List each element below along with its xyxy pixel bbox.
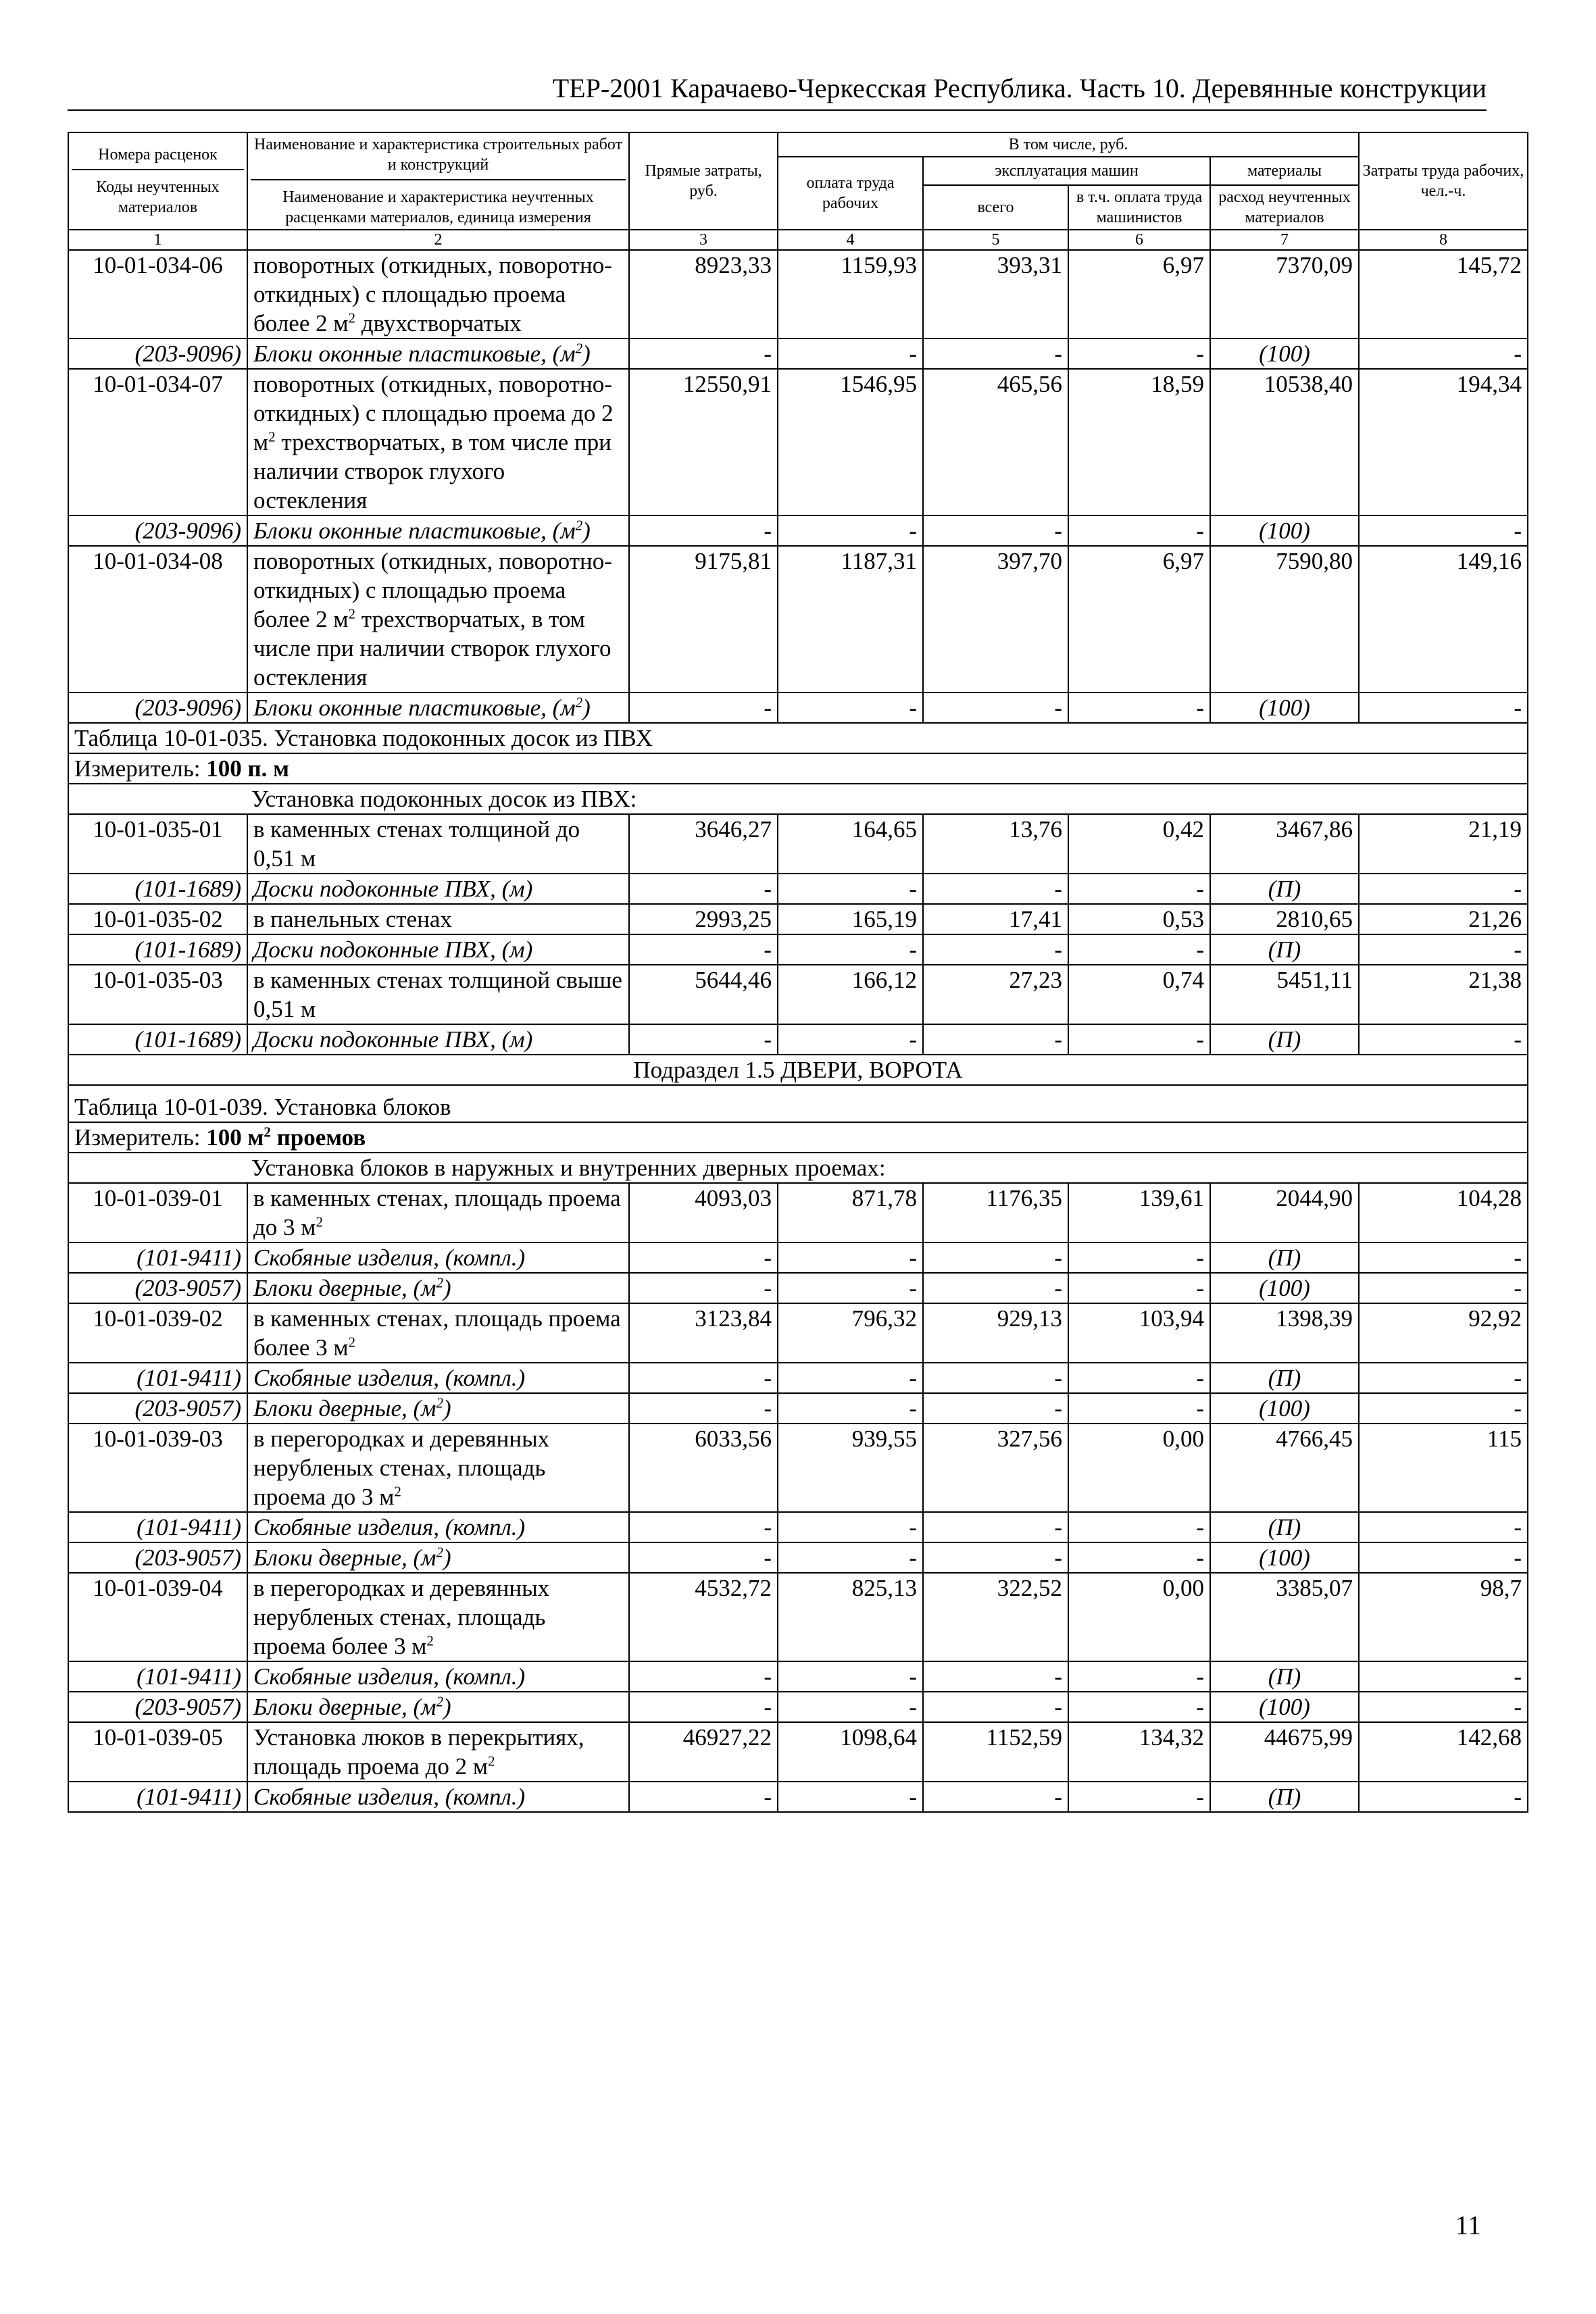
- rate-row: [68, 1722, 1528, 1782]
- worker-wages: 1159,93: [778, 250, 923, 338]
- material-quantity: (100): [1210, 1692, 1359, 1722]
- labor-hours: -: [1359, 1024, 1528, 1055]
- col-operator-wages-header: в т.ч. оплата труда машинистов: [1068, 185, 1210, 230]
- material-description: Скобяные изделия, (компл.): [247, 1661, 629, 1692]
- direct-costs: 9175,81: [629, 546, 778, 693]
- material-row: [68, 1024, 1528, 1055]
- column-number: 8: [1359, 230, 1528, 250]
- operator-wages: 0,00: [1068, 1424, 1210, 1512]
- rate-row: [68, 965, 1528, 1024]
- material-quantity: (П): [1210, 874, 1359, 904]
- material-code: (101-9411): [68, 1242, 247, 1273]
- col-code-header: [68, 132, 247, 230]
- material-description: Блоки дверные, $(м^2)$: [247, 1393, 629, 1424]
- machines-total: 17,41: [923, 904, 1068, 934]
- rate-code: 10-01-034-07: [68, 369, 247, 515]
- operator-wages: -: [1068, 1512, 1210, 1542]
- operator-wages: -: [1068, 338, 1210, 369]
- materials-header: материалы: [1210, 157, 1359, 185]
- rate-code: 10-01-035-01: [68, 814, 247, 874]
- materials-cost: 44675,99: [1210, 1722, 1359, 1782]
- material-quantity: (100): [1210, 1393, 1359, 1424]
- col-name-header: [247, 132, 629, 230]
- material-quantity: (100): [1210, 515, 1359, 546]
- table-039-measure: [68, 1122, 1528, 1153]
- column-number: 2: [247, 230, 629, 250]
- labor-hours: 194,34: [1359, 369, 1528, 515]
- direct-costs: -: [629, 1661, 778, 1692]
- materials-cost: 4766,45: [1210, 1424, 1359, 1512]
- operator-wages: 0,00: [1068, 1573, 1210, 1661]
- worker-wages: -: [778, 1692, 923, 1722]
- direct-costs: -: [629, 1692, 778, 1722]
- machines-total: -: [923, 1273, 1068, 1303]
- direct-costs: 6033,56: [629, 1424, 778, 1512]
- rate-description: в перегородках и деревянных нерубленых стенах, площадь проема более 3 $м^2$: [247, 1573, 629, 1661]
- rate-description: в каменных стенах, площадь проема более 3 $м^2$: [247, 1303, 629, 1363]
- operator-wages: 139,61: [1068, 1183, 1210, 1242]
- col-machines-total-header: всего: [923, 185, 1068, 230]
- worker-wages: 1187,31: [778, 546, 923, 693]
- operator-wages: -: [1068, 1782, 1210, 1812]
- operator-wages: -: [1068, 1542, 1210, 1573]
- rate-description: в панельных стенах: [247, 904, 629, 934]
- labor-hours: 21,38: [1359, 965, 1528, 1024]
- labor-hours: 149,16: [1359, 546, 1528, 693]
- material-description: Доски подоконные ПВХ, (м): [247, 874, 629, 904]
- direct-costs: 8923,33: [629, 250, 778, 338]
- direct-costs: 4093,03: [629, 1183, 778, 1242]
- labor-hours: 142,68: [1359, 1722, 1528, 1782]
- worker-wages: 166,12: [778, 965, 923, 1024]
- material-code: (101-1689): [68, 874, 247, 904]
- table-035-heading: [68, 723, 1528, 814]
- material-row: [68, 1661, 1528, 1692]
- material-row: [68, 693, 1528, 723]
- direct-costs: -: [629, 1242, 778, 1273]
- machines-total: 929,13: [923, 1303, 1068, 1363]
- labor-hours: -: [1359, 515, 1528, 546]
- labor-hours: -: [1359, 338, 1528, 369]
- column-numbers-row: [68, 230, 1528, 250]
- col-materials-header: расход неучтенных материалов: [1210, 185, 1359, 230]
- material-code: (203-9057): [68, 1692, 247, 1722]
- labor-hours: -: [1359, 874, 1528, 904]
- material-code: (101-1689): [68, 1024, 247, 1055]
- column-number: 5: [923, 230, 1068, 250]
- worker-wages: 1546,95: [778, 369, 923, 515]
- col-direct-costs-header: Прямые затраты, руб.: [629, 132, 778, 230]
- worker-wages: 1098,64: [778, 1722, 923, 1782]
- machines-total: -: [923, 1661, 1068, 1692]
- rate-row: [68, 1573, 1528, 1661]
- machines-total: -: [923, 934, 1068, 965]
- machines-total: -: [923, 515, 1068, 546]
- material-description: Блоки дверные, $(м^2)$: [247, 1692, 629, 1722]
- material-code: (101-1689): [68, 934, 247, 965]
- col-1-bottom: Коды неучтенных материалов: [96, 178, 220, 216]
- machines-total: -: [923, 1024, 1068, 1055]
- labor-hours: 104,28: [1359, 1183, 1528, 1242]
- machines-header: эксплуатация машин: [923, 157, 1210, 185]
- direct-costs: -: [629, 874, 778, 904]
- direct-costs: 46927,22: [629, 1722, 778, 1782]
- measure-value: 100 $м^2$ проемов: [206, 1124, 366, 1151]
- labor-hours: -: [1359, 1393, 1528, 1424]
- worker-wages: -: [778, 874, 923, 904]
- operator-wages: 0,74: [1068, 965, 1210, 1024]
- table-035-group-title: Установка подоконных досок из ПВХ:: [68, 784, 1528, 814]
- direct-costs: 3646,27: [629, 814, 778, 874]
- material-description: Блоки дверные, $(м^2)$: [247, 1273, 629, 1303]
- operator-wages: -: [1068, 1393, 1210, 1424]
- machines-total: -: [923, 1782, 1068, 1812]
- worker-wages: -: [778, 1242, 923, 1273]
- labor-hours: -: [1359, 1782, 1528, 1812]
- material-description: Скобяные изделия, (компл.): [247, 1512, 629, 1542]
- rate-code: 10-01-034-08: [68, 546, 247, 693]
- rates-table: [68, 132, 1528, 1813]
- group-header: В том числе, руб.: [778, 132, 1359, 157]
- section-title: Подраздел 1.5 ДВЕРИ, ВОРОТА: [68, 1055, 1528, 1085]
- operator-wages: 6,97: [1068, 250, 1210, 338]
- material-description: Блоки дверные, $(м^2)$: [247, 1542, 629, 1573]
- labor-hours: -: [1359, 693, 1528, 723]
- table-039-title: Таблица 10-01-039. Установка блоков: [68, 1085, 1528, 1122]
- materials-cost: 2044,90: [1210, 1183, 1359, 1242]
- labor-hours: 115: [1359, 1424, 1528, 1512]
- material-quantity: (П): [1210, 1242, 1359, 1273]
- labor-hours: -: [1359, 1242, 1528, 1273]
- machines-total: -: [923, 874, 1068, 904]
- operator-wages: -: [1068, 693, 1210, 723]
- worker-wages: 165,19: [778, 904, 923, 934]
- machines-total: 13,76: [923, 814, 1068, 874]
- material-row: [68, 934, 1528, 965]
- machines-total: 397,70: [923, 546, 1068, 693]
- section-heading: [68, 1055, 1528, 1183]
- direct-costs: -: [629, 1512, 778, 1542]
- machines-total: 393,31: [923, 250, 1068, 338]
- measure-value: 100 п. м: [206, 755, 290, 782]
- material-code: (203-9057): [68, 1273, 247, 1303]
- direct-costs: 4532,72: [629, 1573, 778, 1661]
- col-labor-hours-header: Затраты труда рабочих, чел.-ч.: [1359, 132, 1528, 230]
- operator-wages: -: [1068, 1363, 1210, 1393]
- direct-costs: 12550,91: [629, 369, 778, 515]
- worker-wages: 825,13: [778, 1573, 923, 1661]
- material-quantity: (100): [1210, 1542, 1359, 1573]
- material-row: [68, 1363, 1528, 1393]
- labor-hours: -: [1359, 1542, 1528, 1573]
- running-header: [68, 68, 1487, 111]
- material-code: (101-9411): [68, 1363, 247, 1393]
- worker-wages: 939,55: [778, 1424, 923, 1512]
- material-description: Доски подоконные ПВХ, (м): [247, 1024, 629, 1055]
- worker-wages: -: [778, 1273, 923, 1303]
- machines-total: -: [923, 1393, 1068, 1424]
- material-quantity: (П): [1210, 1512, 1359, 1542]
- machines-total: 1152,59: [923, 1722, 1068, 1782]
- table-header: [68, 132, 1528, 250]
- rate-description: поворотных (откидных, поворотно-откидных) с площадью проема более 2 $м^2$ трехстворчатых, в том числе при наличии створок глухого остекления: [247, 546, 629, 693]
- labor-hours: 145,72: [1359, 250, 1528, 338]
- rate-code: 10-01-039-02: [68, 1303, 247, 1363]
- direct-costs: 3123,84: [629, 1303, 778, 1363]
- col-2-top: Наименование и характеристика строительных работ и конструкций: [251, 134, 626, 180]
- material-code: (101-9411): [68, 1661, 247, 1692]
- table-034-body: [68, 250, 1528, 723]
- machines-total: -: [923, 1512, 1068, 1542]
- material-quantity: (100): [1210, 693, 1359, 723]
- material-code: (203-9096): [68, 693, 247, 723]
- rate-code: 10-01-039-05: [68, 1722, 247, 1782]
- labor-hours: 21,26: [1359, 904, 1528, 934]
- machines-total: 1176,35: [923, 1183, 1068, 1242]
- labor-hours: -: [1359, 1661, 1528, 1692]
- machines-total: -: [923, 1542, 1068, 1573]
- worker-wages: -: [778, 1542, 923, 1573]
- machines-total: 465,56: [923, 369, 1068, 515]
- direct-costs: 5644,46: [629, 965, 778, 1024]
- table-039-body: [68, 1183, 1528, 1812]
- rate-code: 10-01-039-03: [68, 1424, 247, 1512]
- table-035-body: [68, 814, 1528, 1055]
- rate-row: [68, 369, 1528, 515]
- material-description: Блоки оконные пластиковые, $(м^2)$: [247, 693, 629, 723]
- col-2-bottom: Наименование и характеристика неучтенных расценками материалов, единица измерения: [282, 188, 594, 226]
- material-row: [68, 1542, 1528, 1573]
- worker-wages: -: [778, 934, 923, 965]
- table-035-title: Таблица 10-01-035. Установка подоконных досок из ПВХ: [68, 723, 1528, 753]
- rate-row: [68, 904, 1528, 934]
- material-quantity: (П): [1210, 1661, 1359, 1692]
- rate-description: в каменных стенах толщиной свыше 0,51 м: [247, 965, 629, 1024]
- machines-total: -: [923, 1242, 1068, 1273]
- materials-cost: 10538,40: [1210, 369, 1359, 515]
- direct-costs: -: [629, 693, 778, 723]
- operator-wages: -: [1068, 1273, 1210, 1303]
- rate-code: 10-01-039-04: [68, 1573, 247, 1661]
- operator-wages: -: [1068, 934, 1210, 965]
- worker-wages: -: [778, 338, 923, 369]
- material-description: Доски подоконные ПВХ, (м): [247, 934, 629, 965]
- col-wages-header: оплата труда рабочих: [778, 157, 923, 230]
- rate-code: 10-01-035-02: [68, 904, 247, 934]
- direct-costs: -: [629, 338, 778, 369]
- rate-code: 10-01-034-06: [68, 250, 247, 338]
- material-quantity: (100): [1210, 1273, 1359, 1303]
- worker-wages: -: [778, 1512, 923, 1542]
- machines-total: -: [923, 693, 1068, 723]
- column-number: 4: [778, 230, 923, 250]
- worker-wages: -: [778, 1024, 923, 1055]
- rate-description: в перегородках и деревянных нерубленых стенах, площадь проема до 3 $м^2$: [247, 1424, 629, 1512]
- worker-wages: -: [778, 1363, 923, 1393]
- worker-wages: -: [778, 1393, 923, 1424]
- worker-wages: -: [778, 1661, 923, 1692]
- materials-cost: 3467,86: [1210, 814, 1359, 874]
- material-quantity: (П): [1210, 1782, 1359, 1812]
- operator-wages: -: [1068, 1661, 1210, 1692]
- column-number: 7: [1210, 230, 1359, 250]
- material-description: Блоки оконные пластиковые, $(м^2)$: [247, 338, 629, 369]
- machines-total: -: [923, 1692, 1068, 1722]
- operator-wages: 0,42: [1068, 814, 1210, 874]
- material-quantity: (П): [1210, 934, 1359, 965]
- material-row: [68, 1242, 1528, 1273]
- labor-hours: -: [1359, 934, 1528, 965]
- operator-wages: -: [1068, 874, 1210, 904]
- materials-cost: 7370,09: [1210, 250, 1359, 338]
- operator-wages: 0,53: [1068, 904, 1210, 934]
- rate-description: Установка люков в перекрытиях, площадь проема до 2 $м^2$: [247, 1722, 629, 1782]
- material-code: (203-9096): [68, 515, 247, 546]
- worker-wages: 796,32: [778, 1303, 923, 1363]
- material-code: (101-9411): [68, 1782, 247, 1812]
- direct-costs: -: [629, 1393, 778, 1424]
- material-row: [68, 1782, 1528, 1812]
- worker-wages: -: [778, 693, 923, 723]
- material-code: (203-9057): [68, 1542, 247, 1573]
- machines-total: 327,56: [923, 1424, 1068, 1512]
- labor-hours: 92,92: [1359, 1303, 1528, 1363]
- materials-cost: 7590,80: [1210, 546, 1359, 693]
- operator-wages: -: [1068, 1692, 1210, 1722]
- operator-wages: 134,32: [1068, 1722, 1210, 1782]
- rate-row: [68, 546, 1528, 693]
- rate-row: [68, 814, 1528, 874]
- labor-hours: 21,19: [1359, 814, 1528, 874]
- direct-costs: -: [629, 1782, 778, 1812]
- machines-total: 322,52: [923, 1573, 1068, 1661]
- table-035-measure: [68, 753, 1528, 784]
- document-title: ТЕР-2001 Карачаево-Черкесская Республика. Часть 10. Деревянные конструкции: [552, 73, 1487, 103]
- material-quantity: (П): [1210, 1363, 1359, 1393]
- direct-costs: -: [629, 515, 778, 546]
- rates-document: [68, 132, 1527, 1813]
- material-row: [68, 338, 1528, 369]
- measure-label: Измеритель:: [74, 755, 201, 782]
- machines-total: -: [923, 338, 1068, 369]
- direct-costs: -: [629, 1273, 778, 1303]
- operator-wages: -: [1068, 1024, 1210, 1055]
- machines-total: 27,23: [923, 965, 1068, 1024]
- rate-description: поворотных (откидных, поворотно-откидных) с площадью проема более 2 $м^2$ двухстворчатых: [247, 250, 629, 338]
- operator-wages: -: [1068, 1242, 1210, 1273]
- direct-costs: -: [629, 934, 778, 965]
- materials-cost: 2810,65: [1210, 904, 1359, 934]
- rate-row: [68, 1183, 1528, 1242]
- rate-description: поворотных (откидных, поворотно-откидных) с площадью проема до 2 $м^2$ трехстворчатых, в том числе при наличии створок глухого остекления: [247, 369, 629, 515]
- direct-costs: -: [629, 1363, 778, 1393]
- rate-row: [68, 250, 1528, 338]
- measure-label: Измеритель:: [74, 1124, 201, 1151]
- direct-costs: 2993,25: [629, 904, 778, 934]
- machines-total: -: [923, 1363, 1068, 1393]
- material-row: [68, 1692, 1528, 1722]
- labor-hours: 98,7: [1359, 1573, 1528, 1661]
- worker-wages: 164,65: [778, 814, 923, 874]
- material-quantity: (П): [1210, 1024, 1359, 1055]
- rate-code: 10-01-035-03: [68, 965, 247, 1024]
- col-1-top: Номера расценок: [72, 145, 244, 170]
- labor-hours: -: [1359, 1692, 1528, 1722]
- materials-cost: 5451,11: [1210, 965, 1359, 1024]
- materials-cost: 1398,39: [1210, 1303, 1359, 1363]
- operator-wages: 6,97: [1068, 546, 1210, 693]
- direct-costs: -: [629, 1024, 778, 1055]
- material-row: [68, 874, 1528, 904]
- operator-wages: 18,59: [1068, 369, 1210, 515]
- materials-cost: 3385,07: [1210, 1573, 1359, 1661]
- rate-code: 10-01-039-01: [68, 1183, 247, 1242]
- material-row: [68, 1273, 1528, 1303]
- material-row: [68, 1393, 1528, 1424]
- rate-row: [68, 1424, 1528, 1512]
- material-description: Скобяные изделия, (компл.): [247, 1363, 629, 1393]
- worker-wages: -: [778, 1782, 923, 1812]
- material-code: (203-9096): [68, 338, 247, 369]
- table-039-group-title: Установка блоков в наружных и внутренних дверных проемах:: [68, 1153, 1528, 1183]
- material-description: Скобяные изделия, (компл.): [247, 1782, 629, 1812]
- rate-description: в каменных стенах, площадь проема до 3 $м^2$: [247, 1183, 629, 1242]
- column-number: 3: [629, 230, 778, 250]
- material-quantity: (100): [1210, 338, 1359, 369]
- column-number: 1: [68, 230, 247, 250]
- page-number: 11: [1455, 2210, 1481, 2240]
- material-row: [68, 1512, 1528, 1542]
- material-description: Скобяные изделия, (компл.): [247, 1242, 629, 1273]
- labor-hours: -: [1359, 1512, 1528, 1542]
- column-number: 6: [1068, 230, 1210, 250]
- material-row: [68, 515, 1528, 546]
- material-code: (203-9057): [68, 1393, 247, 1424]
- material-code: (101-9411): [68, 1512, 247, 1542]
- labor-hours: -: [1359, 1273, 1528, 1303]
- operator-wages: 103,94: [1068, 1303, 1210, 1363]
- worker-wages: -: [778, 515, 923, 546]
- labor-hours: -: [1359, 1363, 1528, 1393]
- worker-wages: 871,78: [778, 1183, 923, 1242]
- operator-wages: -: [1068, 515, 1210, 546]
- material-description: Блоки оконные пластиковые, $(м^2)$: [247, 515, 629, 546]
- rate-description: в каменных стенах толщиной до 0,51 м: [247, 814, 629, 874]
- rate-row: [68, 1303, 1528, 1363]
- direct-costs: -: [629, 1542, 778, 1573]
